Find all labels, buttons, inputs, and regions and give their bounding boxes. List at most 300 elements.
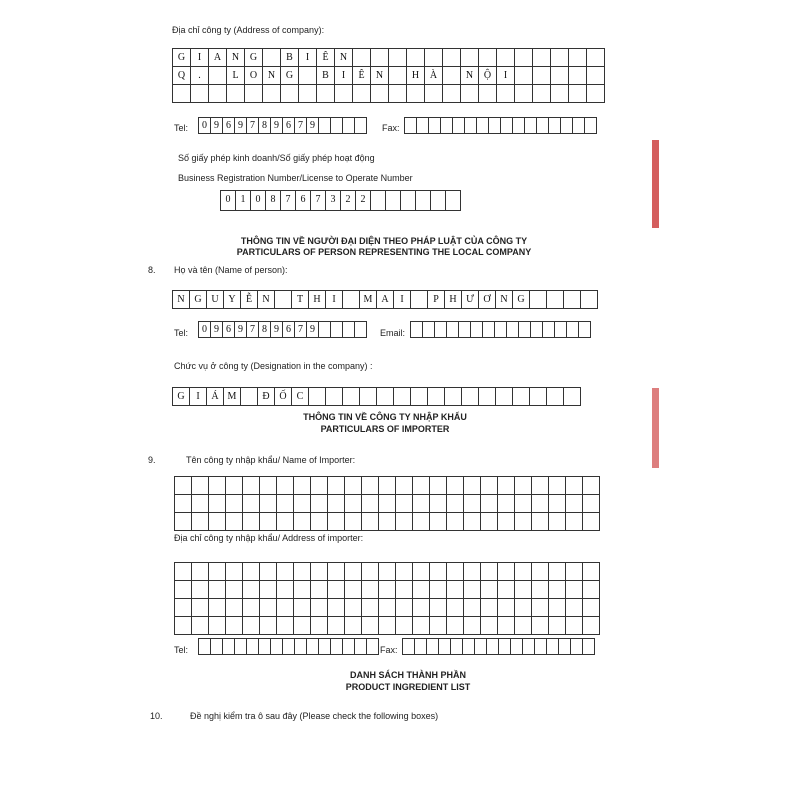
char-box[interactable]: [587, 67, 605, 85]
char-box[interactable]: [173, 85, 191, 103]
char-box[interactable]: [566, 513, 583, 531]
license-number-grid[interactable]: [220, 190, 461, 211]
char-box[interactable]: [523, 639, 535, 655]
char-box[interactable]: [515, 67, 533, 85]
char-box[interactable]: [498, 477, 515, 495]
char-box[interactable]: [413, 477, 430, 495]
char-box[interactable]: [481, 599, 498, 617]
char-box[interactable]: [461, 49, 479, 67]
char-box[interactable]: [535, 639, 547, 655]
char-box[interactable]: [396, 581, 413, 599]
char-box[interactable]: 6: [296, 191, 311, 211]
importer-fax-grid[interactable]: [402, 638, 595, 655]
person-name-grid[interactable]: [172, 290, 598, 309]
char-box[interactable]: [277, 495, 294, 513]
char-box[interactable]: [299, 85, 317, 103]
char-box[interactable]: C: [292, 388, 309, 406]
char-box[interactable]: [343, 639, 355, 655]
char-box[interactable]: Ư: [462, 291, 479, 309]
char-box[interactable]: [209, 495, 226, 513]
char-box[interactable]: [569, 67, 587, 85]
char-box[interactable]: [428, 388, 445, 406]
char-box[interactable]: B: [281, 49, 299, 67]
char-box[interactable]: [411, 388, 428, 406]
char-box[interactable]: [475, 639, 487, 655]
char-box[interactable]: [209, 617, 226, 635]
char-box[interactable]: [260, 617, 277, 635]
char-box[interactable]: [263, 85, 281, 103]
char-box[interactable]: [464, 477, 481, 495]
char-box[interactable]: [328, 513, 345, 531]
char-box[interactable]: [551, 49, 569, 67]
char-box[interactable]: 0: [221, 191, 236, 211]
char-box[interactable]: I: [497, 67, 515, 85]
char-box[interactable]: [343, 322, 355, 338]
char-box[interactable]: 2: [341, 191, 356, 211]
company-fax-grid[interactable]: [404, 117, 597, 134]
char-box[interactable]: [413, 617, 430, 635]
char-box[interactable]: [571, 639, 583, 655]
char-box[interactable]: Ê: [353, 67, 371, 85]
char-box[interactable]: [294, 495, 311, 513]
char-box[interactable]: [227, 85, 245, 103]
char-box[interactable]: [453, 118, 465, 134]
char-box[interactable]: [299, 67, 317, 85]
char-box[interactable]: [223, 639, 235, 655]
char-box[interactable]: H: [309, 291, 326, 309]
char-box[interactable]: [464, 513, 481, 531]
char-box[interactable]: [192, 495, 209, 513]
char-box[interactable]: [583, 639, 595, 655]
char-box[interactable]: [525, 118, 537, 134]
char-box[interactable]: [439, 639, 451, 655]
char-box[interactable]: [443, 85, 461, 103]
char-box[interactable]: [547, 291, 564, 309]
char-box[interactable]: 6: [223, 118, 235, 134]
char-box[interactable]: [260, 581, 277, 599]
char-box[interactable]: [243, 617, 260, 635]
char-box[interactable]: [362, 563, 379, 581]
char-box[interactable]: A: [209, 49, 227, 67]
char-box[interactable]: [533, 49, 551, 67]
char-box[interactable]: [532, 495, 549, 513]
char-box[interactable]: [209, 67, 227, 85]
char-box[interactable]: [191, 85, 209, 103]
char-box[interactable]: 0: [251, 191, 266, 211]
char-box[interactable]: N: [496, 291, 513, 309]
char-box[interactable]: [294, 581, 311, 599]
char-box[interactable]: [583, 599, 600, 617]
company-tel-grid[interactable]: [198, 117, 367, 134]
email-grid[interactable]: [410, 321, 591, 338]
char-box[interactable]: 9: [211, 118, 223, 134]
char-box[interactable]: [497, 49, 515, 67]
char-box[interactable]: [427, 639, 439, 655]
char-box[interactable]: [464, 581, 481, 599]
char-box[interactable]: [192, 599, 209, 617]
char-box[interactable]: [515, 581, 532, 599]
designation-grid[interactable]: [172, 387, 581, 406]
char-box[interactable]: [371, 85, 389, 103]
char-box[interactable]: [583, 513, 600, 531]
char-box[interactable]: [260, 599, 277, 617]
char-box[interactable]: [328, 495, 345, 513]
char-box[interactable]: [243, 599, 260, 617]
char-box[interactable]: M: [224, 388, 241, 406]
char-box[interactable]: [277, 513, 294, 531]
char-box[interactable]: [443, 49, 461, 67]
char-box[interactable]: [226, 563, 243, 581]
char-box[interactable]: [498, 581, 515, 599]
char-box[interactable]: [209, 599, 226, 617]
char-box[interactable]: [423, 322, 435, 338]
char-box[interactable]: [311, 581, 328, 599]
char-box[interactable]: [551, 85, 569, 103]
char-box[interactable]: [413, 563, 430, 581]
char-box[interactable]: [243, 495, 260, 513]
char-box[interactable]: [413, 581, 430, 599]
char-box[interactable]: [581, 291, 598, 309]
char-box[interactable]: [479, 388, 496, 406]
char-box[interactable]: [226, 477, 243, 495]
char-box[interactable]: P: [428, 291, 445, 309]
importer-tel-grid[interactable]: [198, 638, 379, 655]
char-box[interactable]: [192, 563, 209, 581]
char-box[interactable]: 0: [199, 118, 211, 134]
char-box[interactable]: A: [377, 291, 394, 309]
char-box[interactable]: 6: [223, 322, 235, 338]
char-box[interactable]: 9: [307, 118, 319, 134]
char-box[interactable]: B: [317, 67, 335, 85]
char-box[interactable]: [515, 513, 532, 531]
char-box[interactable]: [415, 639, 427, 655]
char-box[interactable]: [362, 617, 379, 635]
char-box[interactable]: [295, 639, 307, 655]
char-box[interactable]: [407, 85, 425, 103]
char-box[interactable]: G: [190, 291, 207, 309]
char-box[interactable]: [447, 513, 464, 531]
char-box[interactable]: [489, 118, 501, 134]
char-box[interactable]: H: [445, 291, 462, 309]
char-box[interactable]: [362, 477, 379, 495]
char-box[interactable]: [445, 388, 462, 406]
char-box[interactable]: [471, 322, 483, 338]
char-box[interactable]: Ơ: [479, 291, 496, 309]
char-box[interactable]: [328, 477, 345, 495]
char-box[interactable]: [362, 513, 379, 531]
char-box[interactable]: [583, 495, 600, 513]
char-box[interactable]: [260, 477, 277, 495]
char-box[interactable]: Q: [173, 67, 191, 85]
char-box[interactable]: [446, 191, 461, 211]
char-box[interactable]: Ố: [275, 388, 292, 406]
char-box[interactable]: [294, 563, 311, 581]
char-box[interactable]: [241, 388, 258, 406]
char-box[interactable]: I: [326, 291, 343, 309]
char-box[interactable]: Đ: [258, 388, 275, 406]
char-box[interactable]: 7: [281, 191, 296, 211]
char-box[interactable]: [211, 639, 223, 655]
char-box[interactable]: [209, 85, 227, 103]
char-box[interactable]: [566, 617, 583, 635]
char-box[interactable]: [226, 513, 243, 531]
char-box[interactable]: [430, 477, 447, 495]
char-box[interactable]: [275, 291, 292, 309]
char-box[interactable]: [345, 599, 362, 617]
char-box[interactable]: [328, 563, 345, 581]
char-box[interactable]: [245, 85, 263, 103]
char-box[interactable]: [549, 581, 566, 599]
char-box[interactable]: [543, 322, 555, 338]
char-box[interactable]: [379, 581, 396, 599]
char-box[interactable]: [367, 639, 379, 655]
char-box[interactable]: [507, 322, 519, 338]
char-box[interactable]: [260, 495, 277, 513]
char-box[interactable]: [515, 617, 532, 635]
char-box[interactable]: [360, 388, 377, 406]
char-box[interactable]: [343, 118, 355, 134]
char-box[interactable]: 9: [271, 322, 283, 338]
char-box[interactable]: [371, 191, 386, 211]
char-box[interactable]: N: [335, 49, 353, 67]
char-box[interactable]: [355, 118, 367, 134]
char-box[interactable]: [447, 617, 464, 635]
char-box[interactable]: [317, 85, 335, 103]
char-box[interactable]: [175, 513, 192, 531]
char-box[interactable]: [447, 563, 464, 581]
char-box[interactable]: [307, 639, 319, 655]
char-box[interactable]: [430, 581, 447, 599]
char-box[interactable]: [311, 599, 328, 617]
importer-name-grid[interactable]: [174, 476, 600, 531]
char-box[interactable]: [463, 639, 475, 655]
char-box[interactable]: 3: [326, 191, 341, 211]
char-box[interactable]: [564, 291, 581, 309]
char-box[interactable]: [413, 495, 430, 513]
char-box[interactable]: [175, 617, 192, 635]
char-box[interactable]: [396, 617, 413, 635]
char-box[interactable]: [481, 581, 498, 599]
char-box[interactable]: [497, 85, 515, 103]
char-box[interactable]: N: [258, 291, 275, 309]
char-box[interactable]: [547, 639, 559, 655]
char-box[interactable]: [430, 617, 447, 635]
char-box[interactable]: [355, 322, 367, 338]
char-box[interactable]: [226, 581, 243, 599]
char-box[interactable]: [311, 617, 328, 635]
char-box[interactable]: [331, 118, 343, 134]
char-box[interactable]: [407, 49, 425, 67]
char-box[interactable]: [566, 563, 583, 581]
char-box[interactable]: I: [190, 388, 207, 406]
char-box[interactable]: [573, 118, 585, 134]
char-box[interactable]: [386, 191, 401, 211]
char-box[interactable]: [447, 581, 464, 599]
char-box[interactable]: [345, 495, 362, 513]
char-box[interactable]: [355, 639, 367, 655]
char-box[interactable]: [277, 563, 294, 581]
char-box[interactable]: [441, 118, 453, 134]
char-box[interactable]: [431, 191, 446, 211]
char-box[interactable]: [559, 639, 571, 655]
char-box[interactable]: [461, 85, 479, 103]
char-box[interactable]: [430, 513, 447, 531]
char-box[interactable]: [175, 495, 192, 513]
char-box[interactable]: [379, 495, 396, 513]
char-box[interactable]: [549, 599, 566, 617]
char-box[interactable]: [481, 513, 498, 531]
char-box[interactable]: [175, 599, 192, 617]
char-box[interactable]: [328, 581, 345, 599]
char-box[interactable]: [566, 495, 583, 513]
char-box[interactable]: [396, 513, 413, 531]
char-box[interactable]: [396, 495, 413, 513]
char-box[interactable]: [326, 388, 343, 406]
char-box[interactable]: [417, 118, 429, 134]
char-box[interactable]: [263, 49, 281, 67]
char-box[interactable]: [537, 118, 549, 134]
char-box[interactable]: [532, 617, 549, 635]
char-box[interactable]: [294, 599, 311, 617]
char-box[interactable]: [311, 477, 328, 495]
char-box[interactable]: [531, 322, 543, 338]
char-box[interactable]: [549, 477, 566, 495]
char-box[interactable]: [175, 563, 192, 581]
char-box[interactable]: [495, 322, 507, 338]
char-box[interactable]: [192, 477, 209, 495]
char-box[interactable]: N: [227, 49, 245, 67]
char-box[interactable]: 7: [295, 118, 307, 134]
char-box[interactable]: I: [335, 67, 353, 85]
char-box[interactable]: [567, 322, 579, 338]
char-box[interactable]: [209, 563, 226, 581]
char-box[interactable]: [530, 291, 547, 309]
char-box[interactable]: [379, 599, 396, 617]
char-box[interactable]: [569, 85, 587, 103]
char-box[interactable]: [226, 599, 243, 617]
char-box[interactable]: U: [207, 291, 224, 309]
char-box[interactable]: [389, 85, 407, 103]
char-box[interactable]: 9: [307, 322, 319, 338]
char-box[interactable]: G: [245, 49, 263, 67]
char-box[interactable]: 7: [247, 118, 259, 134]
char-box[interactable]: 8: [259, 118, 271, 134]
char-box[interactable]: [389, 49, 407, 67]
char-box[interactable]: [311, 563, 328, 581]
char-box[interactable]: [405, 118, 417, 134]
char-box[interactable]: [487, 639, 499, 655]
char-box[interactable]: O: [245, 67, 263, 85]
char-box[interactable]: [379, 617, 396, 635]
char-box[interactable]: M: [360, 291, 377, 309]
char-box[interactable]: [532, 513, 549, 531]
char-box[interactable]: [464, 617, 481, 635]
char-box[interactable]: [566, 581, 583, 599]
char-box[interactable]: [532, 599, 549, 617]
address-company-grid[interactable]: [172, 48, 605, 103]
char-box[interactable]: [547, 388, 564, 406]
char-box[interactable]: [199, 639, 211, 655]
char-box[interactable]: [462, 388, 479, 406]
char-box[interactable]: [396, 599, 413, 617]
char-box[interactable]: [549, 118, 561, 134]
char-box[interactable]: [411, 291, 428, 309]
char-box[interactable]: [362, 581, 379, 599]
char-box[interactable]: [566, 599, 583, 617]
char-box[interactable]: I: [299, 49, 317, 67]
char-box[interactable]: [481, 495, 498, 513]
char-box[interactable]: [464, 563, 481, 581]
char-box[interactable]: [498, 513, 515, 531]
char-box[interactable]: [311, 495, 328, 513]
char-box[interactable]: [569, 49, 587, 67]
char-box[interactable]: [519, 322, 531, 338]
char-box[interactable]: 7: [247, 322, 259, 338]
char-box[interactable]: [533, 67, 551, 85]
char-box[interactable]: [551, 67, 569, 85]
char-box[interactable]: [430, 599, 447, 617]
char-box[interactable]: [235, 639, 247, 655]
char-box[interactable]: [345, 581, 362, 599]
char-box[interactable]: [443, 67, 461, 85]
char-box[interactable]: À: [425, 67, 443, 85]
char-box[interactable]: [530, 388, 547, 406]
char-box[interactable]: [481, 563, 498, 581]
char-box[interactable]: N: [371, 67, 389, 85]
char-box[interactable]: [513, 118, 525, 134]
char-box[interactable]: [331, 639, 343, 655]
char-box[interactable]: [583, 563, 600, 581]
char-box[interactable]: [277, 617, 294, 635]
char-box[interactable]: [319, 322, 331, 338]
char-box[interactable]: [343, 291, 360, 309]
char-box[interactable]: [498, 495, 515, 513]
char-box[interactable]: [328, 617, 345, 635]
char-box[interactable]: [345, 477, 362, 495]
char-box[interactable]: [243, 563, 260, 581]
char-box[interactable]: 8: [266, 191, 281, 211]
char-box[interactable]: [585, 118, 597, 134]
char-box[interactable]: [515, 85, 533, 103]
char-box[interactable]: [532, 563, 549, 581]
char-box[interactable]: [498, 563, 515, 581]
importer-address-grid[interactable]: [174, 562, 600, 635]
char-box[interactable]: [549, 513, 566, 531]
char-box[interactable]: [209, 581, 226, 599]
char-box[interactable]: [447, 495, 464, 513]
char-box[interactable]: [549, 617, 566, 635]
char-box[interactable]: [413, 599, 430, 617]
char-box[interactable]: [479, 49, 497, 67]
char-box[interactable]: I: [191, 49, 209, 67]
char-box[interactable]: N: [173, 291, 190, 309]
char-box[interactable]: [564, 388, 581, 406]
char-box[interactable]: [479, 85, 497, 103]
char-box[interactable]: [281, 85, 299, 103]
char-box[interactable]: [379, 477, 396, 495]
char-box[interactable]: [515, 477, 532, 495]
char-box[interactable]: [319, 639, 331, 655]
char-box[interactable]: G: [513, 291, 530, 309]
char-box[interactable]: [353, 85, 371, 103]
char-box[interactable]: [396, 563, 413, 581]
char-box[interactable]: [583, 581, 600, 599]
char-box[interactable]: [447, 477, 464, 495]
char-box[interactable]: [243, 581, 260, 599]
char-box[interactable]: [430, 563, 447, 581]
char-box[interactable]: [496, 388, 513, 406]
char-box[interactable]: [451, 639, 463, 655]
